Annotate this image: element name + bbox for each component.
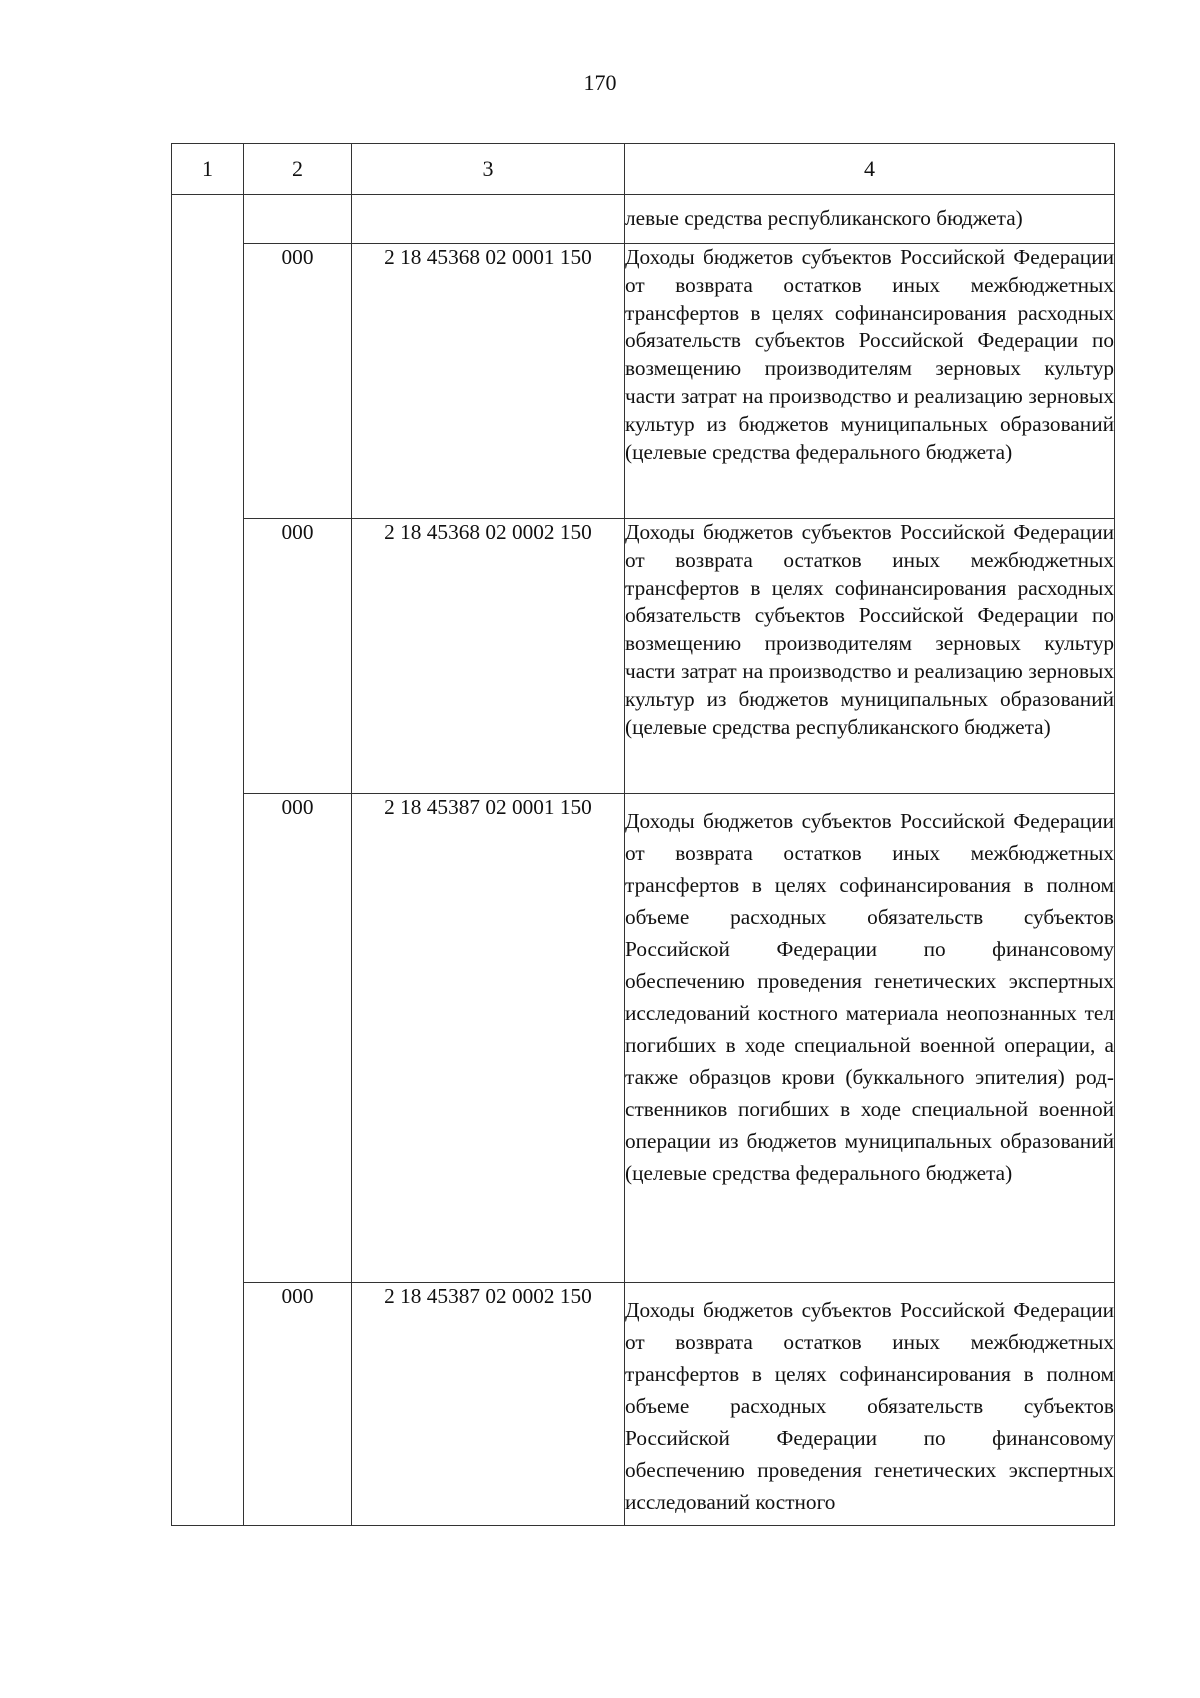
table-header-row <box>172 144 1115 195</box>
column-header-2: 2 <box>244 144 352 195</box>
admin-code-cell: 000 <box>244 519 352 794</box>
column-1-cell <box>172 195 244 1526</box>
table-row <box>172 794 1115 1283</box>
admin-code-cell: 000 <box>244 244 352 519</box>
description-cell: левые средства республиканского бюджета) <box>625 195 1115 244</box>
column-header-4: 4 <box>625 144 1115 195</box>
budget-code-cell <box>352 195 625 244</box>
admin-code-cell: 000 <box>244 794 352 1283</box>
table-row <box>172 519 1115 794</box>
column-header-3: 3 <box>352 144 625 195</box>
budget-code-cell: 2 18 45368 02 0002 150 <box>352 519 625 794</box>
table-row <box>172 1283 1115 1526</box>
admin-code-cell <box>244 195 352 244</box>
budget-code-cell: 2 18 45368 02 0001 150 <box>352 244 625 519</box>
budget-code-cell: 2 18 45387 02 0001 150 <box>352 794 625 1283</box>
budget-code-cell: 2 18 45387 02 0002 150 <box>352 1283 625 1526</box>
description-cell: Доходы бюджетов субъектов Российской Федерации от возврата остатков иных межбюджетных трансфертов в целях софинансирования в полном объеме расходных обязательств субъектов Российской Федерации по финансовому обеспечению проведения генетических экспертных исследований костного <box>625 1283 1115 1526</box>
description-cell: Доходы бюджетов субъектов Российской Федерации от возврата остатков иных межбюджетных трансфертов в целях софинансирования расходных обязательств субъектов Российской Федерации по возмещению производителям зерновых культур части затрат на производство и реализацию зерновых культур из бюджетов муниципальных образований (целевые средства республиканского бюджета) <box>625 519 1115 794</box>
column-header-1: 1 <box>172 144 244 195</box>
table-row <box>172 195 1115 244</box>
description-cell: Доходы бюджетов субъектов Российской Федерации от возврата остатков иных межбюджетных трансфертов в целях софинансирования расходных обязательств субъектов Российской Федерации по возмещению производителям зерновых культур части затрат на производство и реализацию зерновых культур из бюджетов муниципальных образований (целевые средства федерального бюджета) <box>625 244 1115 519</box>
description-cell: Доходы бюджетов субъектов Российской Федерации от возврата остатков иных межбюджетных трансфертов в целях софинансирования в полном объеме расходных обязательств субъектов Российской Федерации по финансовому обеспечению проведения генетических экспертных исследований костного материала неопознанных тел погибших в ходе специальной военной операции, а также образцов крови (буккального эпителия) родственников погибших в ходе специальной военной операции из бюджетов муниципальных образований (целевые средства федерального бюджета) <box>625 794 1115 1283</box>
admin-code-cell: 000 <box>244 1283 352 1526</box>
table-row <box>172 244 1115 519</box>
budget-codes-table <box>171 143 1115 1526</box>
page-number: 170 <box>583 70 617 95</box>
